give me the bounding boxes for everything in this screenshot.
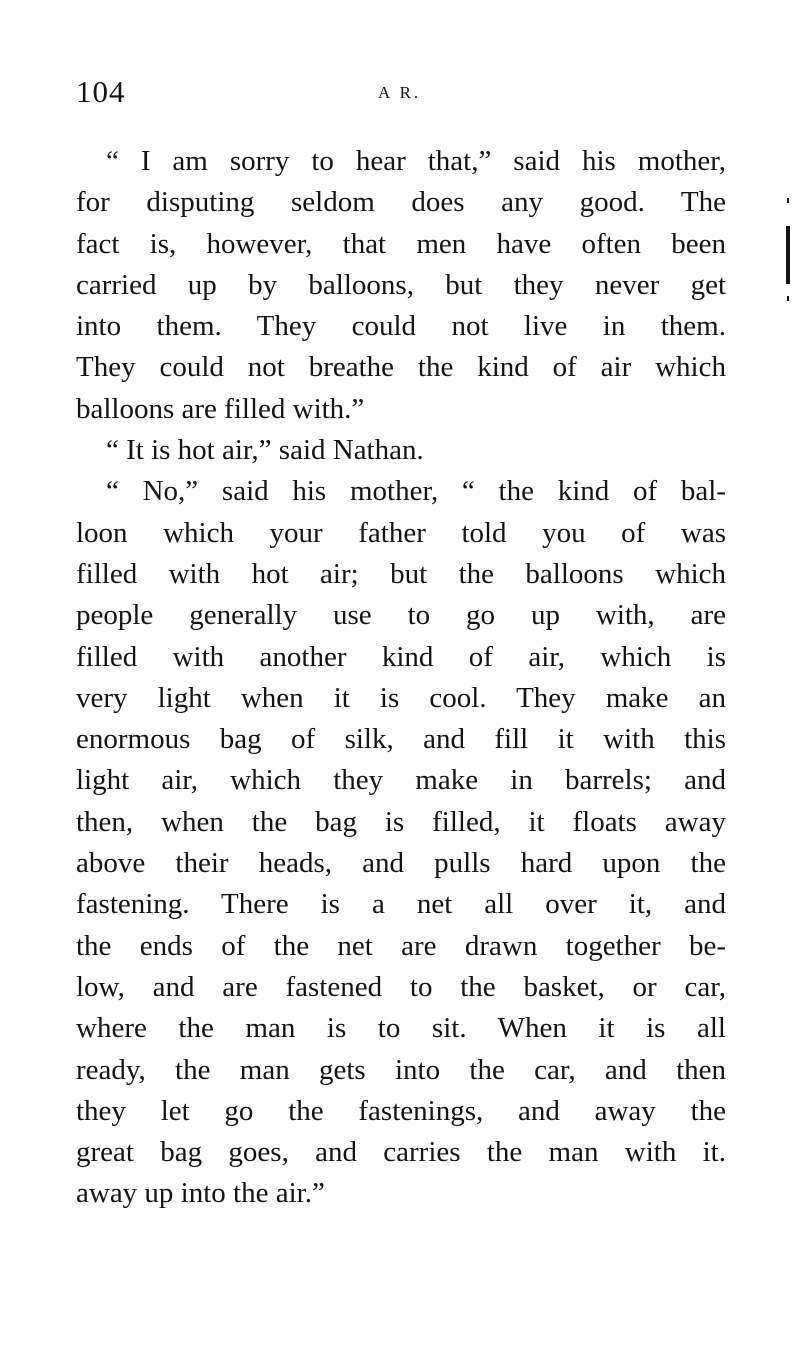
text-line: above their heads, and pulls hard upon the xyxy=(76,847,726,880)
text-line: carried up by balloons, but they never get xyxy=(76,268,726,301)
text-line: ready, the man gets into the car, and then xyxy=(76,1053,726,1086)
text-line: enormous bag of silk, and fill it with this xyxy=(76,723,726,756)
margin-ink-dot xyxy=(787,198,789,203)
text-line: filled with hot air; but the balloons which xyxy=(76,557,726,590)
text-line: very light when it is cool. They make an xyxy=(76,681,726,714)
text-line: “ It is hot air,” said Nathan. xyxy=(106,434,424,467)
running-head: A R. xyxy=(378,83,422,102)
text-line: They could not breathe the kind of air which xyxy=(76,351,726,384)
text-line: for disputing seldom does any good. The xyxy=(76,186,726,219)
page-header xyxy=(76,72,726,112)
text-line: people generally use to go up with, are xyxy=(76,599,726,632)
margin-ink-dot xyxy=(787,296,789,301)
text-line: the ends of the net are drawn together be- xyxy=(76,929,726,962)
margin-ink-mark xyxy=(786,226,790,284)
text-line: they let go the fastenings, and away the xyxy=(76,1094,726,1127)
text-line: where the man is to sit. When it is all xyxy=(76,1012,726,1045)
text-line: fact is, however, that men have often been xyxy=(76,227,726,260)
page-number: 104 xyxy=(76,74,126,109)
text-line: “ No,” said his mother, “ the kind of bal- xyxy=(106,475,726,508)
text-line: loon which your father told you of was xyxy=(76,516,726,549)
text-line: “ I am sorry to hear that,” said his mother, xyxy=(106,145,726,177)
text-line: filled with another kind of air, which is xyxy=(76,640,726,673)
body-text xyxy=(76,141,726,1215)
text-line: away up into the air.” xyxy=(76,1177,325,1210)
text-line: low, and are fastened to the basket, or car, xyxy=(76,970,726,1003)
text-line: light air, which they make in barrels; and xyxy=(76,764,726,797)
text-line: then, when the bag is filled, it floats away xyxy=(76,805,726,838)
text-line: balloons are filled with.” xyxy=(76,392,365,425)
text-line: into them. They could not live in them. xyxy=(76,310,726,343)
text-line: great bag goes, and carries the man with it. xyxy=(76,1136,726,1169)
text-line: fastening. There is a net all over it, and xyxy=(76,888,726,921)
